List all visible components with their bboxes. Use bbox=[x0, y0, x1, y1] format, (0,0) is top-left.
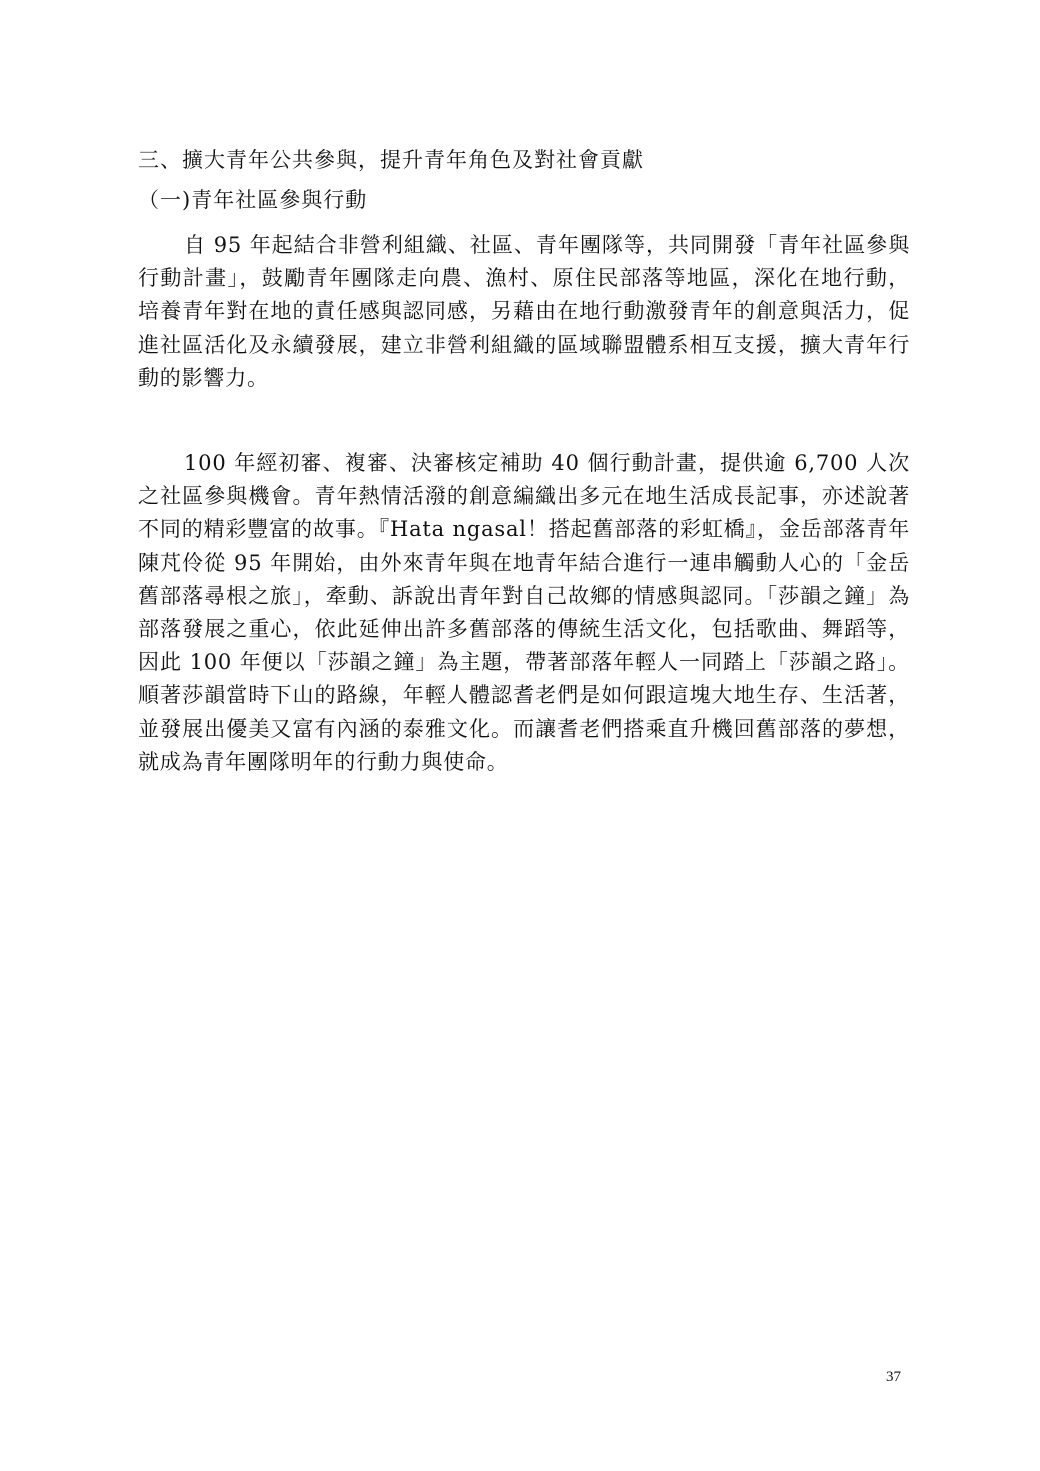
section-subheading: （一)青年社區參與行動 bbox=[138, 188, 368, 212]
body-paragraph-1: 自 95 年起結合非營利組織、社區、青年團隊等，共同開發「青年社區參與行動計畫」，鼓勵青年團隊走向農、漁村、原住民部落等地區，深化在地行動，培養青年對在地的責任感與認同感，另藉由在地行動激發青年的創意與活力，促進社區活化及永續發展，建立非營利組織的區域聯盟體系相互支援，擴大青年行動的影響力。 bbox=[138, 233, 910, 390]
body-paragraph-2: 100 年經初審、複審、決審核定補助 40 個行動計畫，提供逾 6,700 人次之社區參與機會。青年熱情活潑的創意編織出多元在地生活成長記事，亦述說著不同的精彩豐富的故事。『Hata ngasal！搭起舊部落的彩虹橋』，金岳部落青年陳芃伶從 95 年開始，由外來青年與在地青年結合進行一連串觸動人心的「金岳舊部落尋根之旅」，牽動、訴說出青年對自己故鄉的情感與認同。「莎韻之鐘」為部落發展之重心，依此延伸出許多舊部落的傳統生活文化，包括歌曲、舞蹈等，因此 100 年便以「莎韻之鐘」為主題，帶著部落年輕人一同踏上「莎韻之路」。順著莎韻當時下山的路線，年輕人體認耆老們是如何跟這塊大地生存、生活著，並發展出優美又富有內涵的泰雅文化。而讓耆老們搭乘直升機回舊部落的夢想，就成為青年團隊明年的行動力與使命。 bbox=[138, 451, 910, 774]
page-number: 37 bbox=[886, 1369, 901, 1385]
section-heading: 三、擴大青年公共參與，提升青年角色及對社會貢獻 bbox=[138, 148, 644, 172]
